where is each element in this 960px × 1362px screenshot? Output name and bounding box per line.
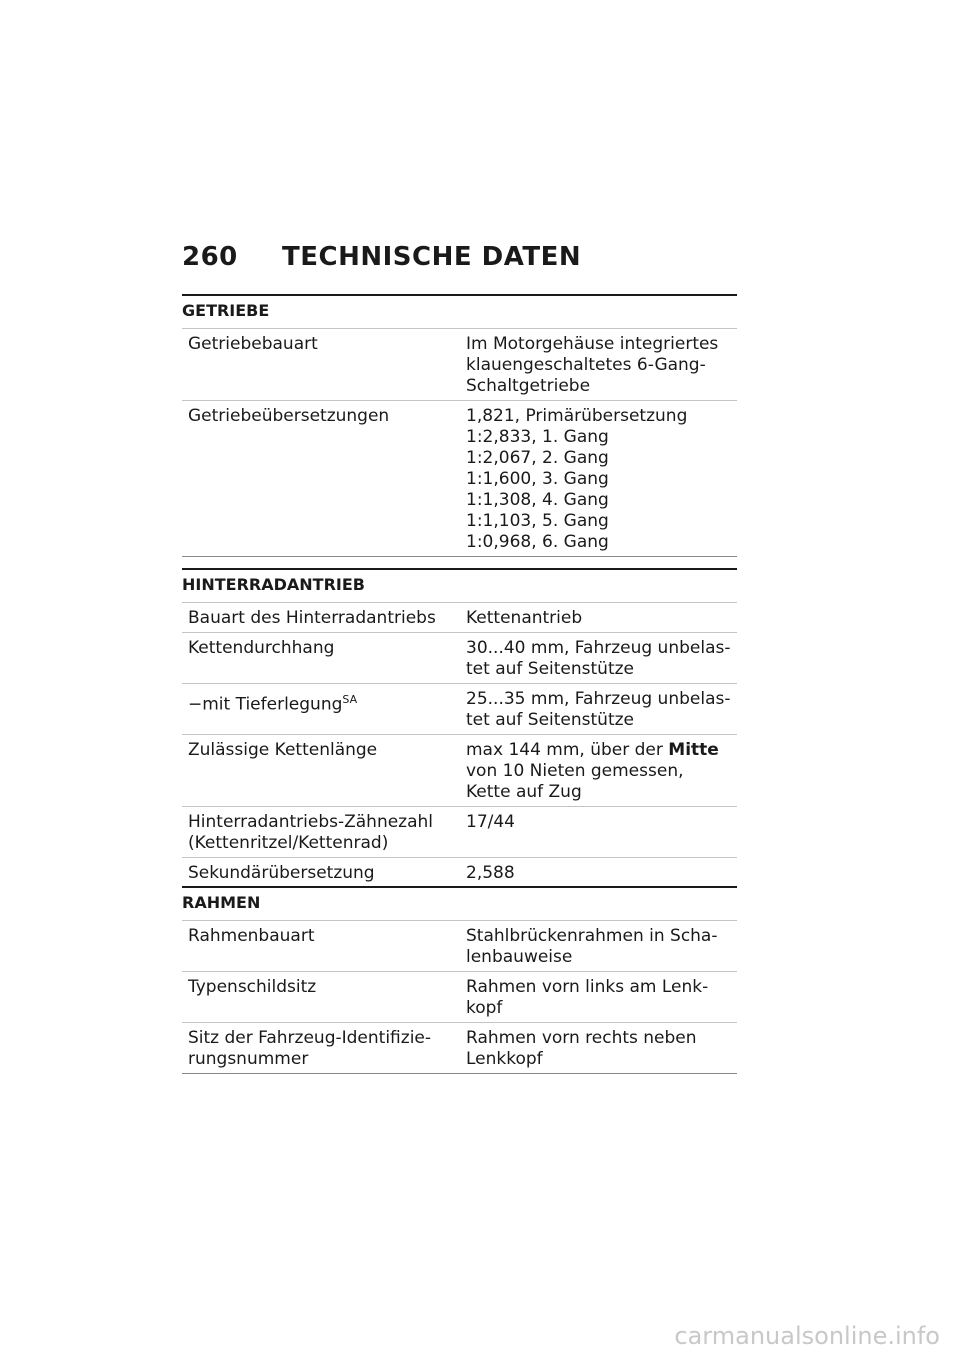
table-row: [182, 683, 737, 734]
spec-value: max 144 mm, über der Mitte von 10 Nieten gemessen, Kette auf Zug: [466, 740, 719, 802]
spec-label: Kettendurchhang: [188, 638, 335, 658]
table-row: [182, 971, 737, 1022]
spec-table: [182, 602, 737, 888]
spec-label: Typenschildsitz: [188, 977, 317, 997]
spec-value: Im Motorgehäuse integriertes klauengeschaltetes 6-Gang- Schaltgetriebe: [466, 334, 719, 396]
spec-table: [182, 328, 737, 557]
table-row: [182, 1022, 737, 1074]
spec-label: Getriebebauart: [188, 334, 318, 354]
table-row: [182, 806, 737, 857]
section-rahmen: [182, 886, 737, 1074]
table-row: [182, 857, 737, 888]
watermark: carmanualsonline.info: [674, 1322, 940, 1350]
section-title: HINTERRADANTRIEB: [182, 575, 365, 594]
spec-label: −mit Tieferlegung$^{SA}$: [188, 693, 358, 715]
table-row: [182, 632, 737, 683]
table-row: [182, 734, 737, 806]
spec-label: Zulässige Kettenlänge: [188, 740, 378, 760]
spec-table: [182, 920, 737, 1074]
table-row: [182, 400, 737, 557]
spec-value: 17/44: [466, 812, 515, 832]
spec-label: Getriebeübersetzungen: [188, 406, 390, 426]
spec-label: Hinterradantriebs-Zähnezahl (Kettenritzel/Kettenrad): [188, 812, 434, 853]
section-rule: [182, 568, 737, 570]
section-title: GETRIEBE: [182, 301, 270, 320]
spec-value: Stahlbrückenrahmen in Scha- lenbauweise: [466, 926, 718, 967]
table-row: [182, 920, 737, 971]
spec-label: Rahmenbauart: [188, 926, 315, 946]
page-number: 260: [182, 242, 238, 272]
sa-marker: SA: [342, 693, 358, 706]
section-rule: [182, 294, 737, 296]
section-hinterradantrieb: [182, 568, 737, 888]
spec-value: 25...35 mm, Fahrzeug unbelas- tet auf Seitenstütze: [466, 689, 731, 730]
page-title: TECHNISCHE DATEN: [282, 242, 582, 272]
spec-value: 2,588: [466, 863, 515, 883]
spec-label: Sitz der Fahrzeug-Identifizie- rungsnummer: [188, 1028, 432, 1069]
page-header: [182, 242, 581, 272]
spec-value: Rahmen vorn links am Lenk- kopf: [466, 977, 709, 1018]
spec-label: Sekundärübersetzung: [188, 863, 375, 883]
spec-value: Rahmen vorn rechts neben Lenkkopf: [466, 1028, 697, 1069]
spec-label: Bauart des Hinterradantriebs: [188, 608, 436, 628]
spec-value: Kettenantrieb: [466, 608, 583, 628]
emphasis-mitte: Mitte: [668, 740, 719, 760]
table-row: [182, 602, 737, 632]
section-rule: [182, 886, 737, 888]
section-title: RAHMEN: [182, 893, 261, 912]
table-row: [182, 328, 737, 400]
spec-value: 30...40 mm, Fahrzeug unbelas- tet auf Seitenstütze: [466, 638, 731, 679]
section-getriebe: [182, 294, 737, 557]
spec-value: 1,821, Primärübersetzung 1:2,833, 1. Gang 1:2,067, 2. Gang 1:1,600, 3. Gang 1:1,308, 4. Gang 1:1,103, 5. Gang 1:0,968, 6. Gang: [466, 406, 688, 552]
